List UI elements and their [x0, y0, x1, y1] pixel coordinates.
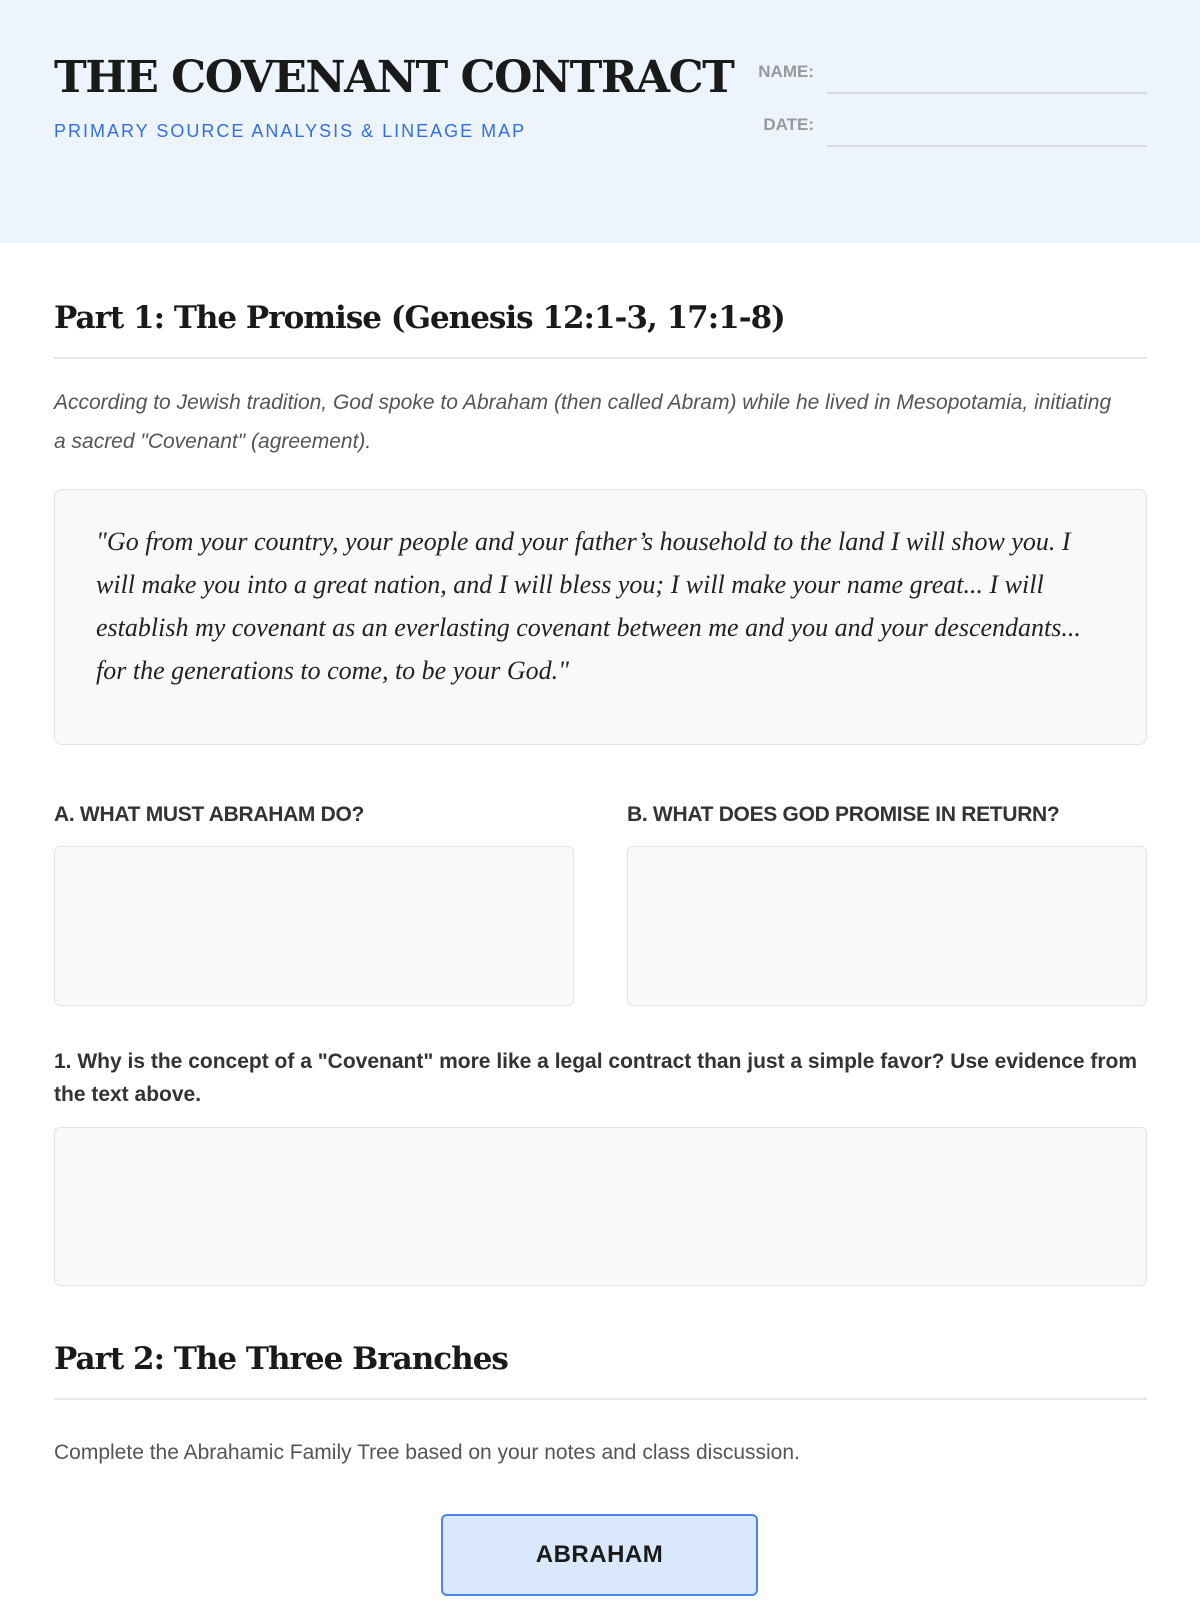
scripture-quote-box: [54, 489, 1147, 745]
abraham-obligation-answer-box[interactable]: [54, 846, 574, 1006]
column-a-label: A. WHAT MUST ABRAHAM DO?: [54, 803, 365, 826]
column-b-label: B. WHAT DOES GOD PROMISE IN RETURN?: [627, 803, 1060, 826]
worksheet-title: THE COVENANT CONTRACT: [54, 52, 734, 103]
worksheet-subtitle: PRIMARY SOURCE ANALYSIS & LINEAGE MAP: [54, 121, 527, 141]
part2-heading: Part 2: The Three Branches: [54, 1341, 508, 1377]
part2-intro: Complete the Abrahamic Family Tree based on your notes and class discussion.: [54, 1441, 800, 1464]
date-field[interactable]: [827, 145, 1147, 147]
worksheet-header: [0, 0, 1200, 243]
date-label: DATE:: [763, 115, 814, 134]
family-tree-root-node: ABRAHAM: [441, 1514, 758, 1596]
question-1: 1. Why is the concept of a "Covenant" more like a legal contract than just a simple favor? Use evidence from the text above.: [54, 1050, 1138, 1106]
part1-heading: Part 1: The Promise (Genesis 12:1-3, 17:1-8): [54, 300, 785, 336]
part1-intro: According to Jewish tradition, God spoke to Abraham (then called Abram) while he lived in Mesopotamia, initiating a sacred "Covenant" (agreement).: [54, 391, 1112, 453]
name-field[interactable]: [827, 92, 1147, 94]
section-divider: [54, 1398, 1147, 1400]
section-divider: [54, 357, 1147, 359]
name-label: NAME:: [758, 62, 814, 81]
god-promise-answer-box[interactable]: [627, 846, 1147, 1006]
question-1-answer-box[interactable]: [54, 1127, 1147, 1286]
scripture-quote: "Go from your country, your people and your father’s household to the land I will show you. I will make you into a great nation, and I will bless you; I will make your name great... I will establish my covenant as an everlasting covenant between me and you and your descendants... for the generations to come, to be your God.": [96, 527, 1081, 685]
